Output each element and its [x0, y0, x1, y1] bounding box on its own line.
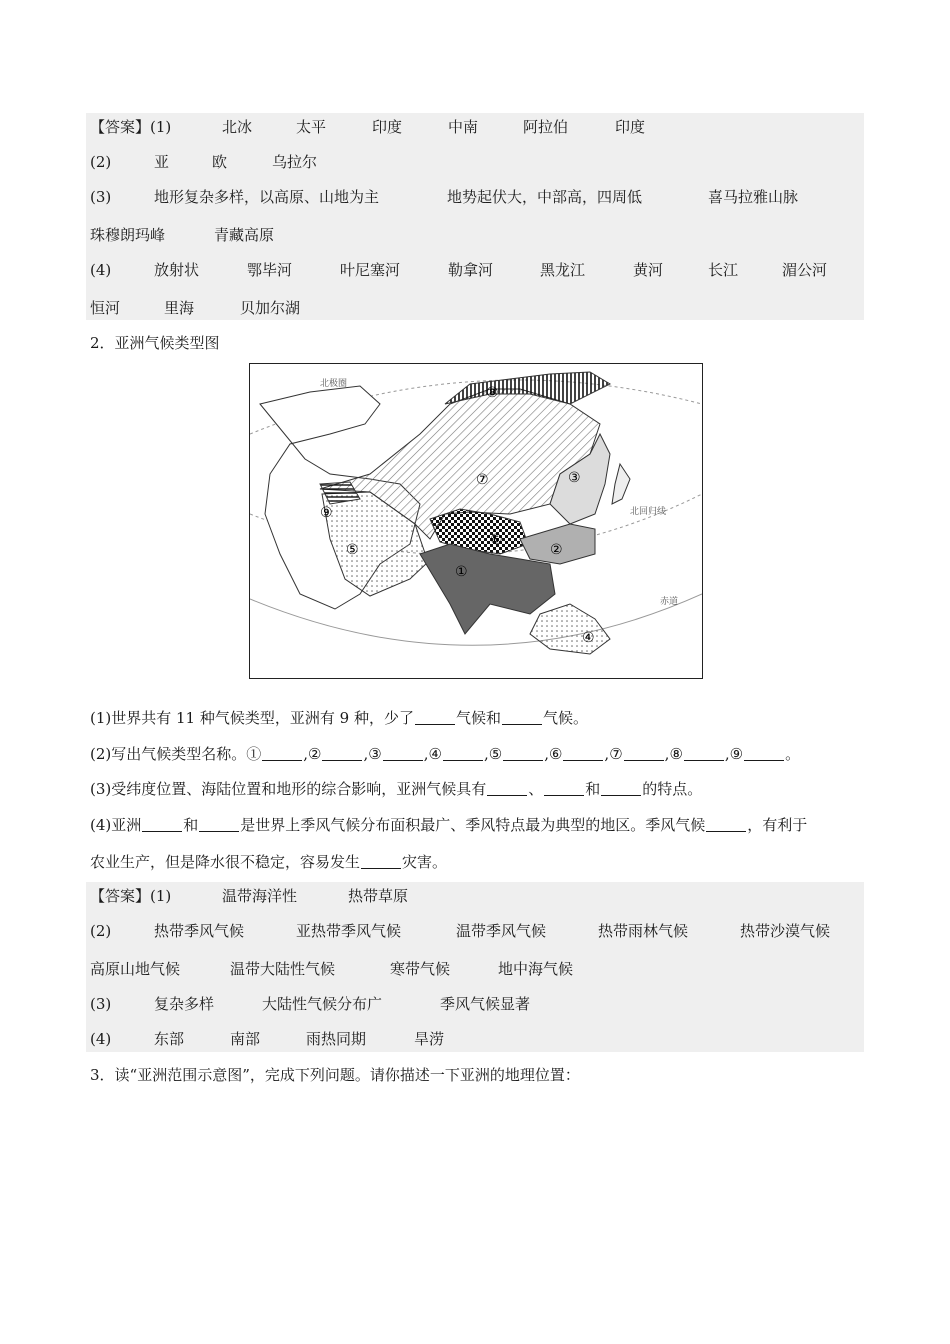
separator: ,: [303, 745, 309, 763]
q2-4-text: 农业生产，但是降水很不稳定，容易发生: [90, 853, 361, 871]
answer-blank: [624, 744, 664, 761]
answer-item: 里海: [164, 299, 195, 317]
answer-blank: [706, 815, 746, 832]
answer2-row2: [90, 919, 860, 943]
answer2-row5: [90, 1027, 860, 1051]
zone-marker-5: ⑤: [346, 542, 359, 558]
answer-item: 地势起伏大，中部高，四周低: [447, 188, 643, 206]
q2-3-text: 和: [585, 780, 601, 798]
q2-4-text: (4)亚洲: [90, 816, 142, 834]
item-number: (4): [90, 1030, 112, 1048]
answer1-row2: [90, 150, 860, 174]
answer-item: 放射状: [154, 261, 200, 279]
answer-item: 中南: [448, 118, 479, 136]
marker: ⑧: [669, 745, 683, 763]
item-number: (4): [90, 261, 112, 279]
answer-tag: 【答案】(1): [90, 887, 172, 905]
marker: ④: [428, 745, 442, 763]
zone-marker-9: ⑨: [320, 505, 333, 521]
answer-blank: [487, 779, 527, 796]
answer-blank: [383, 744, 423, 761]
marker: ②: [308, 745, 322, 763]
answer-item: 印度: [615, 118, 646, 136]
answer-item: 旱涝: [414, 1030, 445, 1048]
question-2-title: 2．亚洲气候类型图: [90, 334, 220, 352]
q2-4-text: 灾害。: [402, 853, 448, 871]
answer-item: 雨热同期: [306, 1030, 367, 1048]
tropic-label: 北回归线: [630, 507, 667, 517]
answer-blank: [361, 852, 401, 869]
answer-blank: [443, 744, 483, 761]
answer-item: 黄河: [633, 261, 664, 279]
marker: ⑥: [548, 745, 563, 763]
answer-item: 季风气候显著: [440, 995, 531, 1013]
answer-item: 东部: [154, 1030, 185, 1048]
answer-item: 乌拉尔: [272, 153, 318, 171]
marker: ⑦: [609, 745, 623, 763]
answer-blank: [601, 779, 641, 796]
answer-item: 印度: [372, 118, 403, 136]
answer-blank: [684, 744, 724, 761]
question-2-1: [90, 706, 588, 730]
answer-item: 温带海洋性: [222, 887, 298, 905]
answer-blank: [544, 779, 584, 796]
separator: ,: [664, 745, 670, 763]
answer-item: 恒河: [90, 299, 121, 317]
question-3: 3．读“亚洲范围示意图”，完成下列问题。请你描述一下亚洲的地理位置：: [90, 1066, 580, 1084]
item-number: (3): [90, 188, 112, 206]
climate-map-graphic: [250, 364, 702, 678]
answer-item: 温带大陆性气候: [230, 960, 336, 978]
answer-blank: [262, 744, 302, 761]
zone-marker-7: ⑦: [476, 472, 489, 488]
answer-item: 阿拉伯: [523, 118, 569, 136]
q2-3-text: 的特点。: [642, 780, 703, 798]
answer-item: 大陆性气候分布广: [262, 995, 383, 1013]
answer-item: 黑龙江: [540, 261, 586, 279]
answer-item: 寒带气候: [390, 960, 451, 978]
answer-item: 欧: [212, 153, 228, 171]
answer-item: 长江: [708, 261, 739, 279]
asia-climate-map: [249, 363, 703, 679]
answer-item: 热带草原: [348, 887, 409, 905]
answer-item: 鄂毕河: [247, 261, 293, 279]
separator: ,: [604, 745, 610, 763]
answer2-row1: [90, 884, 860, 908]
answer-blank: [503, 744, 543, 761]
arctic-circle-label: 北极圈: [320, 379, 348, 389]
answer-blank: [502, 708, 542, 725]
answer2-row3: [90, 957, 860, 981]
separator: ,: [363, 745, 369, 763]
separator: ,: [544, 745, 549, 763]
question-2-3: [90, 777, 702, 801]
q2-3-text: (3)受纬度位置、海陆位置和地形的综合影响，亚洲气候具有: [90, 780, 487, 798]
question-2-4: [90, 813, 807, 837]
zone-marker-2: ②: [550, 542, 563, 558]
item-number: (2): [90, 922, 112, 940]
answer-item: 地形复杂多样，以高原、山地为主: [154, 188, 380, 206]
answer-item: 青藏高原: [214, 226, 275, 244]
answer-tag: 【答案】(1): [90, 118, 172, 136]
q2-4-text: 是世界上季风气候分布面积最广、季风特点最为典型的地区。季风气候: [240, 816, 706, 834]
zone-marker-4: ④: [582, 630, 595, 646]
q2-1-text: 气候和: [455, 709, 501, 727]
q2-4-text: 和: [183, 816, 199, 834]
answer-item: 亚: [154, 153, 170, 171]
marker: ⑨: [729, 745, 744, 763]
answer-block-1: [86, 113, 864, 320]
answer1-row3: [90, 185, 860, 209]
answer-blank: [563, 744, 603, 761]
answer-blank: [199, 815, 239, 832]
answer1-row5: [90, 258, 860, 282]
separator: ,: [724, 745, 730, 763]
zone-marker-3: ③: [568, 470, 581, 486]
answer-item: 太平: [296, 118, 327, 136]
answer-item: 热带沙漠气候: [740, 922, 831, 940]
item-number: (2): [90, 153, 112, 171]
zone-marker-1: ①: [455, 564, 468, 580]
answer-item: 珠穆朗玛峰: [90, 226, 166, 244]
answer-item: 南部: [230, 1030, 261, 1048]
zone-marker-6: ⑥: [490, 532, 503, 548]
q2-1-text: 气候。: [542, 709, 588, 727]
answer-blank: [744, 744, 784, 761]
answer-item: 叶尼塞河: [340, 261, 401, 279]
period: 。: [785, 745, 801, 763]
q2-1-text: (1)世界共有 11 种气候类型，亚洲有 9 种，少了: [90, 709, 414, 727]
answer-item: 复杂多样: [154, 995, 215, 1013]
answer-item: 高原山地气候: [90, 960, 181, 978]
answer-item: 北冰: [222, 118, 253, 136]
answer1-row4: [90, 223, 860, 247]
question-2-2: [90, 742, 800, 766]
answer-item: 地中海气候: [498, 960, 574, 978]
answer1-row1: [90, 115, 860, 139]
answer-item: 亚热带季风气候: [296, 922, 402, 940]
answer-item: 贝加尔湖: [240, 299, 301, 317]
answer-blank: [142, 815, 182, 832]
answer-item: 热带季风气候: [154, 922, 245, 940]
marker: ⑤: [488, 745, 503, 763]
separator: ,: [483, 745, 489, 763]
zone-marker-8: ⑧: [486, 385, 499, 401]
answer-item: 湄公河: [782, 261, 828, 279]
separator: ,: [423, 745, 429, 763]
question-2-4-cont: [90, 850, 447, 874]
q2-2-text: (2)写出气候类型名称。①: [90, 745, 262, 763]
marker: ③: [368, 745, 382, 763]
answer-item: 勒拿河: [448, 261, 494, 279]
item-number: (3): [90, 995, 112, 1013]
answer-item: 喜马拉雅山脉: [708, 188, 799, 206]
equator-label: 赤道: [660, 597, 679, 607]
q2-4-text: ，有利于: [747, 816, 808, 834]
answer1-row6: [90, 296, 860, 320]
q2-3-text: 、: [528, 780, 544, 798]
answer2-row4: [90, 992, 860, 1016]
answer-blank: [415, 708, 455, 725]
answer-item: 热带雨林气候: [598, 922, 689, 940]
answer-item: 温带季风气候: [456, 922, 547, 940]
answer-blank: [322, 744, 362, 761]
